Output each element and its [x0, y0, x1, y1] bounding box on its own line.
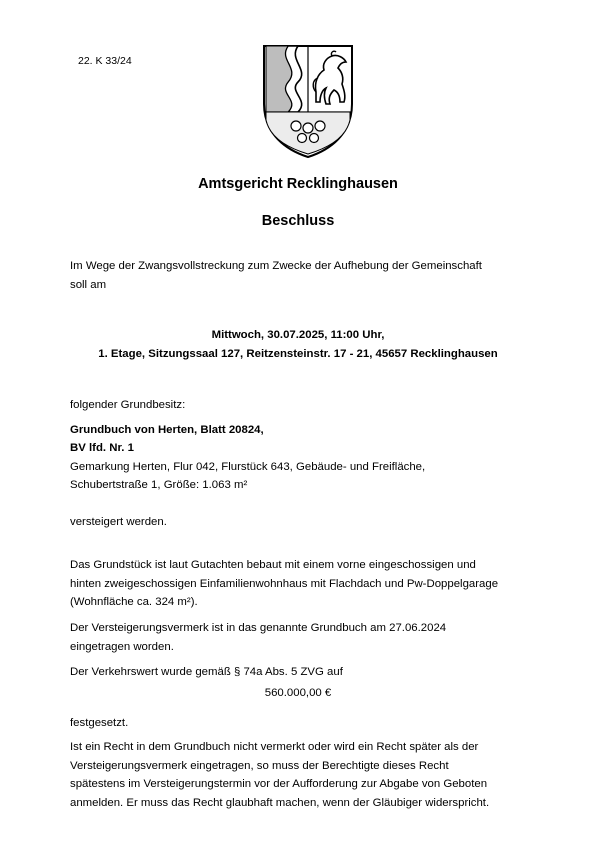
paragraph-line: Ist ein Recht in dem Grundbuch nicht vermerkt oder wird ein Recht später als der: [70, 741, 479, 753]
auction-outcome: versteigert werden.: [70, 516, 167, 528]
paragraph-line: spätestens im Versteigerungstermin vor der Aufforderung zur Abgabe von Geboten: [70, 778, 488, 790]
inventory-number: BV lfd. Nr. 1: [70, 442, 134, 454]
paragraph-line: Versteigerungsvermerk eingetragen, so muss der Berechtigte dieses Recht: [70, 759, 449, 772]
paragraph-line: (Wohnfläche ca. 324 m²).: [70, 596, 198, 608]
intro-line: Im Wege der Zwangsvollstreckung zum Zwecke der Aufhebung der Gemeinschaft: [70, 260, 482, 272]
parcel-description: Gemarkung Herten, Flur 042, Flurstück 643, Gebäude- und Freifläche,: [70, 461, 426, 473]
registration-paragraph: [70, 619, 540, 656]
document-title: Beschluss: [261, 213, 335, 229]
paragraph-line: hinten zweigeschossigen Einfamilienwohnhaus mit Flachdach und Pw-Doppelgarage: [70, 577, 499, 590]
court-name: Amtsgericht Recklinghausen: [198, 176, 398, 192]
intro-line: soll am: [70, 278, 107, 291]
paragraph-line: Der Versteigerungsvermerk ist in das genannte Grundbuch am 27.06.2024: [70, 622, 447, 634]
value-set-text: festgesetzt.: [70, 717, 129, 729]
market-value-paragraph: Der Verkehrswert wurde gemäß § 74a Abs. 5 ZVG auf: [70, 666, 343, 678]
intro-paragraph: [70, 257, 540, 294]
paragraph-line: eingetragen worden.: [70, 640, 174, 653]
auction-location: 1. Etage, Sitzungssaal 127, Reitzensteinstr. 17 - 21, 45657 Recklinghausen: [98, 348, 498, 360]
rights-notice-paragraph: [70, 738, 540, 812]
land-register-entry: Grundbuch von Herten, Blatt 20824,: [70, 424, 264, 436]
property-intro: folgender Grundbesitz:: [70, 399, 186, 411]
property-address: Schubertstraße 1, Größe: 1.063 m²: [70, 479, 248, 491]
paragraph-line: anmelden. Er muss das Recht glaubhaft machen, wenn der Gläubiger widerspricht.: [70, 796, 490, 809]
auction-date: Mittwoch, 30.07.2025, 11:00 Uhr,: [211, 329, 385, 341]
case-reference: 22. K 33/24: [78, 55, 132, 67]
appraisal-paragraph: [70, 556, 540, 612]
coat-of-arms-icon: [258, 42, 358, 160]
paragraph-line: Das Grundstück ist laut Gutachten bebaut mit einem vorne eingeschossigen und: [70, 559, 476, 571]
market-value-amount: 560.000,00 €: [264, 687, 332, 699]
